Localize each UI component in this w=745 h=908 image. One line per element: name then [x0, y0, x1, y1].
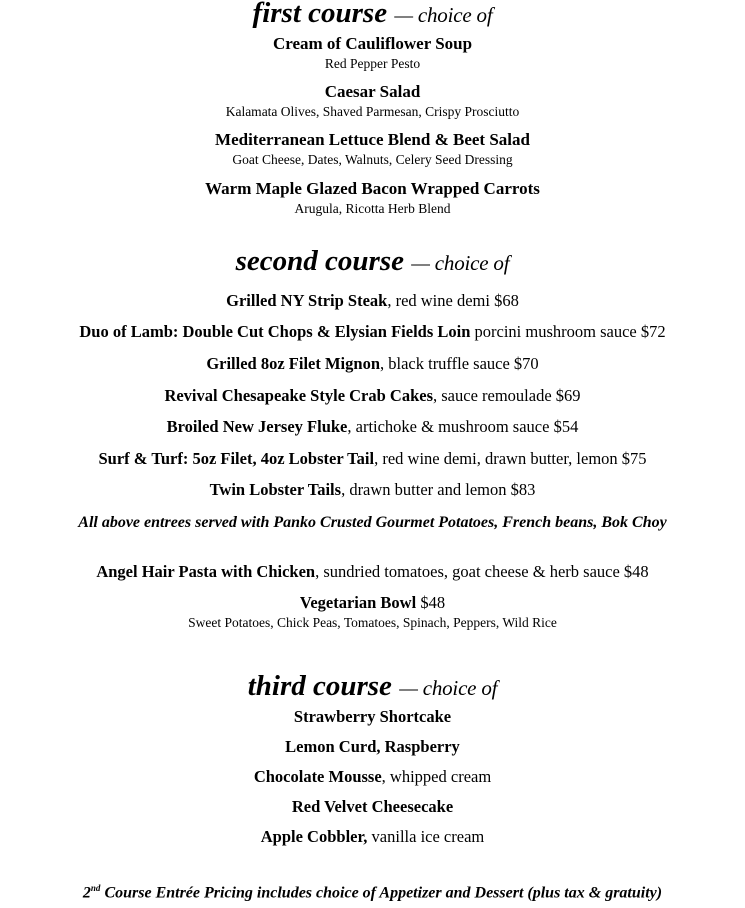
pricing-footnote: 2nd Course Entrée Pricing includes choice of Appetizer and Dessert (plus tax & gratuity)	[82, 883, 663, 902]
entree-name: Grilled 8oz Filet Mignon	[206, 354, 380, 373]
entree-sides-note: All above entrees served with Panko Crusted Gourmet Potatoes, French beans, Bok Choy	[78, 514, 667, 531]
first-course-item-desc: Red Pepper Pesto	[324, 56, 421, 71]
entree-line	[0, 291, 745, 311]
entree-name: Angel Hair Pasta with Chicken	[96, 562, 316, 581]
entree-line	[0, 417, 745, 437]
entree-detail: , sauce remoulade $69	[433, 386, 581, 405]
entree-line	[0, 562, 745, 582]
entree-line	[0, 480, 745, 500]
entree-detail: porcini mushroom sauce $72	[470, 322, 666, 341]
dessert-name: Apple Cobbler,	[260, 827, 368, 846]
entree-name: Grilled NY Strip Steak	[226, 291, 388, 310]
dessert-detail: vanilla ice cream	[367, 827, 485, 846]
entree-name: Twin Lobster Tails	[209, 480, 342, 499]
entree-detail: , black truffle sauce $70	[380, 354, 539, 373]
dessert-line	[0, 767, 745, 787]
entree-line	[0, 449, 745, 469]
dessert-detail: , whipped cream	[381, 767, 492, 786]
entree-detail: , sundried tomatoes, goat cheese & herb sauce $48	[315, 562, 649, 581]
entree-detail: $48	[416, 593, 446, 612]
dessert-line	[0, 827, 745, 847]
first-course-item-name: Caesar Salad	[324, 82, 421, 101]
entree-name: Broiled New Jersey Fluke	[166, 417, 348, 436]
entree-detail: , red wine demi, drawn butter, lemon $75	[374, 449, 647, 468]
dessert-name: Strawberry Shortcake	[293, 707, 452, 726]
entree-detail: , artichoke & mushroom sauce $54	[347, 417, 579, 436]
entree-name: Duo of Lamb: Double Cut Chops & Elysian Fields Loin	[79, 322, 471, 341]
entree-line	[0, 593, 745, 613]
first-course-item-desc: Goat Cheese, Dates, Walnuts, Celery Seed Dressing	[232, 152, 513, 167]
first-course-item-name: Mediterranean Lettuce Blend & Beet Salad	[215, 130, 530, 149]
first-course-item-name: Cream of Cauliflower Soup	[272, 34, 473, 53]
entree-line	[0, 322, 745, 342]
entree-line	[0, 386, 745, 406]
entree-name: Vegetarian Bowl	[299, 593, 417, 612]
entree-line	[0, 354, 745, 374]
dessert-name: Lemon Curd, Raspberry	[285, 737, 460, 756]
first-course-item-desc: Arugula, Ricotta Herb Blend	[294, 201, 451, 216]
second-course-heading: second course — choice of	[235, 245, 510, 277]
dessert-line	[0, 737, 745, 757]
first-course-item-desc: Kalamata Olives, Shaved Parmesan, Crispy Prosciutto	[225, 104, 520, 119]
dessert-line	[0, 707, 745, 727]
entree-detail: , drawn butter and lemon $83	[341, 480, 536, 499]
vegetarian-bowl-desc: Sweet Potatoes, Chick Peas, Tomatoes, Spinach, Peppers, Wild Rice	[188, 615, 557, 630]
entree-name: Revival Chesapeake Style Crab Cakes	[164, 386, 434, 405]
entree-name: Surf & Turf: 5oz Filet, 4oz Lobster Tail	[98, 449, 375, 468]
first-course-heading: first course — choice of	[252, 0, 493, 29]
dessert-name: Chocolate Mousse	[253, 767, 382, 786]
third-course-heading: third course — choice of	[247, 670, 498, 702]
dessert-line	[0, 797, 745, 817]
entree-detail: , red wine demi $68	[387, 291, 519, 310]
dessert-name: Red Velvet Cheesecake	[291, 797, 454, 816]
first-course-item-name: Warm Maple Glazed Bacon Wrapped Carrots	[205, 179, 540, 198]
